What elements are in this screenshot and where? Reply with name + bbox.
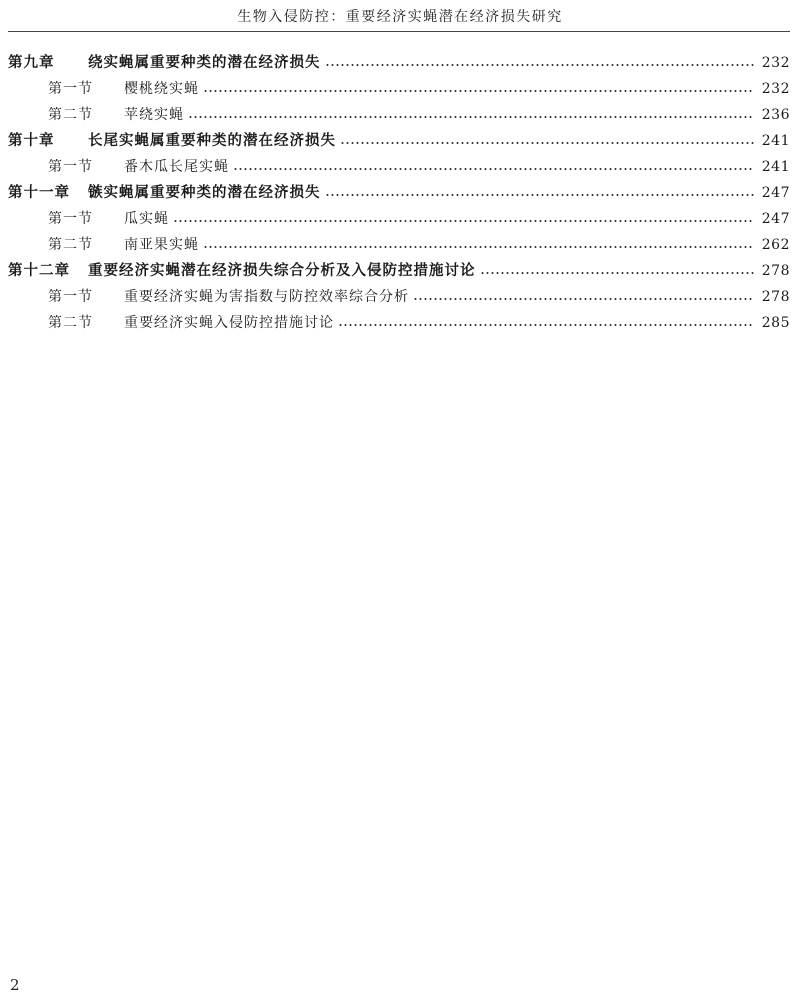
toc-page-number: 278 [761,289,790,305]
toc-chapter-11[interactable] [8,180,790,206]
toc-label: 第九章 [8,55,55,71]
leader-dots [203,90,754,92]
toc-title: 苹绕实蝇 [124,107,184,123]
leader-dots [233,168,754,170]
toc-page-number: 241 [761,159,790,175]
toc-section-9-1[interactable] [8,76,790,102]
toc-label: 第十章 [8,133,55,149]
toc-label: 第一节 [48,159,93,175]
toc-label: 第二节 [48,107,93,123]
toc-label: 第二节 [48,237,93,253]
leader-dots [413,298,754,300]
toc-title: 绕实蝇属重要种类的潜在经济损失 [88,55,321,71]
toc-page-number: 241 [761,133,790,149]
toc-title: 南亚果实蝇 [124,237,199,253]
toc-title: 长尾实蝇属重要种类的潜在经济损失 [88,133,336,149]
toc-label: 第一节 [48,81,93,97]
toc-label: 第一节 [48,211,93,227]
toc-page-number: 232 [761,55,790,71]
leader-dots [480,272,754,274]
toc-chapter-12[interactable] [8,258,790,284]
toc-title: 樱桃绕实蝇 [124,81,199,97]
toc-title: 重要经济实蝇入侵防控措施讨论 [124,315,334,331]
toc-page-number: 285 [761,315,790,331]
leader-dots [188,116,754,118]
leader-dots [338,324,754,326]
toc-title: 镞实蝇属重要种类的潜在经济损失 [88,185,321,201]
toc-label: 第十一章 [8,185,70,201]
toc-section-12-2[interactable] [8,310,790,336]
leader-dots [203,246,754,248]
leader-dots [173,220,754,222]
toc-page-number: 262 [761,237,790,253]
toc-label: 第二节 [48,315,93,331]
toc-chapter-10[interactable] [8,128,790,154]
leader-dots [325,64,754,66]
header-rule [8,31,790,32]
toc-label: 第十二章 [8,263,70,279]
running-header: 生物入侵防控：重要经济实蝇潜在经济损失研究 [237,9,563,25]
toc-section-9-2[interactable] [8,102,790,128]
toc-title: 重要经济实蝇为害指数与防控效率综合分析 [124,289,409,305]
toc-label: 第一节 [48,289,93,305]
toc-section-11-1[interactable] [8,206,790,232]
toc-page-number: 247 [761,211,790,227]
toc-section-12-1[interactable] [8,284,790,310]
leader-dots [340,142,754,144]
table-of-contents [8,50,790,336]
toc-section-11-2[interactable] [8,232,790,258]
toc-page-number: 236 [761,107,790,123]
toc-section-10-1[interactable] [8,154,790,180]
toc-page-number: 278 [761,263,790,279]
toc-page-number: 247 [761,185,790,201]
toc-chapter-9[interactable] [8,50,790,76]
toc-page-number: 232 [761,81,790,97]
toc-title: 瓜实蝇 [124,211,169,227]
page-number: 2 [10,976,20,994]
leader-dots [325,194,754,196]
toc-title: 重要经济实蝇潜在经济损失综合分析及入侵防控措施讨论 [88,263,476,279]
toc-title: 番木瓜长尾实蝇 [124,159,229,175]
